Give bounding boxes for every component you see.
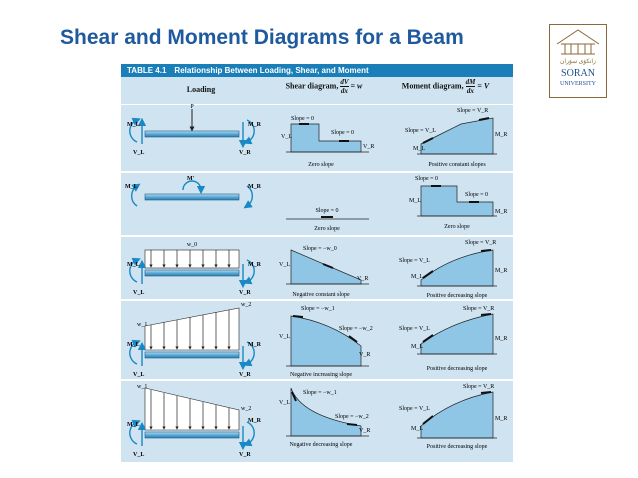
label-mr: M_R bbox=[495, 416, 508, 422]
label-ml: M_L bbox=[127, 422, 140, 428]
table-body bbox=[121, 104, 513, 462]
slide-title: Shear and Moment Diagrams for a Beam bbox=[60, 26, 464, 49]
label-vl: V_L bbox=[279, 334, 290, 340]
row-1-loading bbox=[127, 104, 262, 156]
label-w1: w_1 bbox=[137, 322, 148, 328]
caption-shear: Negative constant slope bbox=[292, 292, 350, 298]
label-w2: w_2 bbox=[241, 406, 252, 412]
label-vr: V_R bbox=[359, 428, 371, 434]
row-2-shear bbox=[286, 208, 369, 232]
label-m-prime: M' bbox=[187, 176, 195, 182]
row-5-loading bbox=[127, 384, 262, 458]
label-vl: V_L bbox=[133, 150, 145, 156]
header-shear-num: dV bbox=[340, 78, 349, 86]
label-mr: M_R bbox=[495, 209, 508, 215]
table-title-bar bbox=[121, 64, 513, 77]
label-slope: Slope = V_L bbox=[399, 406, 430, 412]
label-vr: V_R bbox=[359, 352, 371, 358]
table-number: TABLE 4.1 bbox=[127, 66, 167, 75]
label-mr: M_R bbox=[248, 184, 261, 190]
label-slope: Slope = 0 bbox=[291, 116, 315, 122]
label-slope: Slope = −w_2 bbox=[339, 326, 373, 332]
row-4-moment bbox=[399, 306, 507, 372]
header-loading: Loading bbox=[186, 85, 216, 94]
label-slope: Slope = V_L bbox=[399, 326, 430, 332]
label-slope: Slope = −w_1 bbox=[303, 390, 337, 396]
label-slope: Slope = V_R bbox=[463, 384, 495, 390]
row-2-moment bbox=[409, 176, 507, 230]
label-slope: Slope = −w_0 bbox=[303, 246, 337, 252]
label-vr: V_R bbox=[239, 290, 251, 296]
header-moment bbox=[383, 78, 508, 102]
label-slope: Slope = 0 bbox=[315, 208, 339, 214]
label-ml: M_L bbox=[125, 184, 138, 190]
row-5-moment bbox=[399, 384, 507, 450]
row-1-shear bbox=[281, 116, 374, 168]
label-w2: w_2 bbox=[241, 302, 252, 308]
label-ml: M_L bbox=[411, 274, 423, 280]
caption-moment: Positive constant slopes bbox=[428, 162, 486, 168]
label-ml: M_L bbox=[411, 344, 423, 350]
caption-shear: Negative decreasing slope bbox=[289, 442, 353, 448]
table-4-1 bbox=[121, 64, 513, 462]
label-w1: w_1 bbox=[137, 384, 148, 390]
label-slope: Slope = V_R bbox=[465, 240, 497, 246]
label-vr: V_R bbox=[239, 150, 251, 156]
caption-moment: Positive decreasing slope bbox=[426, 366, 488, 372]
label-mr: M_R bbox=[248, 122, 261, 128]
label-vr: V_R bbox=[239, 372, 251, 378]
header-shear bbox=[269, 78, 379, 102]
label-ml: M_L bbox=[413, 146, 425, 152]
row-2 bbox=[125, 176, 507, 232]
label-vl: V_L bbox=[133, 372, 145, 378]
label-slope: Slope = V_L bbox=[405, 128, 436, 134]
label-vl: V_L bbox=[133, 290, 145, 296]
label-vl: V_L bbox=[133, 452, 145, 458]
caption-shear: Zero slope bbox=[314, 226, 340, 232]
label-slope: Slope = −w_2 bbox=[335, 414, 369, 420]
caption-moment: Positive decreasing slope bbox=[426, 444, 488, 450]
logo-script: زانكۆی سۆران bbox=[560, 59, 596, 65]
label-vl: V_L bbox=[281, 134, 292, 140]
row-3-loading bbox=[127, 242, 262, 296]
label-vr: V_R bbox=[239, 452, 251, 458]
header-moment-rhs: = V bbox=[477, 81, 490, 91]
label-mr: M_R bbox=[248, 342, 261, 348]
label-mr: M_R bbox=[248, 262, 261, 268]
label-vr: V_R bbox=[363, 144, 375, 150]
header-shear-den: dx bbox=[340, 87, 348, 95]
label-slope: Slope = 0 bbox=[465, 192, 489, 198]
label-ml: M_L bbox=[409, 198, 421, 204]
row-1 bbox=[127, 104, 507, 168]
label-mr: M_R bbox=[495, 336, 508, 342]
label-ml: M_L bbox=[127, 262, 140, 268]
label-vr: V_R bbox=[357, 276, 369, 282]
label-vl: V_L bbox=[279, 400, 290, 406]
label-mr: M_R bbox=[248, 418, 261, 424]
label-slope: Slope = −w_1 bbox=[301, 306, 335, 312]
caption-moment: Positive decreasing slope bbox=[426, 293, 488, 299]
label-slope: Slope = 0 bbox=[415, 176, 439, 182]
label-mr: M_R bbox=[495, 132, 508, 138]
header-shear-rhs: = w bbox=[350, 81, 363, 91]
header-moment-den: dx bbox=[466, 87, 474, 95]
caption-shear: Negative increasing slope bbox=[290, 372, 352, 378]
header-moment-label: Moment diagram, bbox=[401, 81, 464, 91]
label-slope: Slope = V_R bbox=[463, 306, 495, 312]
row-1-moment bbox=[405, 108, 507, 168]
label-ml: M_L bbox=[127, 342, 140, 348]
logo-name: SORAN bbox=[561, 68, 595, 79]
label-ml: M_L bbox=[127, 122, 140, 128]
header-moment-num: dM bbox=[465, 78, 476, 86]
caption-shear: Zero slope bbox=[308, 162, 334, 168]
label-slope: Slope = 0 bbox=[331, 130, 355, 136]
row-3-shear bbox=[279, 246, 369, 298]
label-w0: w_0 bbox=[186, 242, 198, 248]
label-vl: V_L bbox=[279, 262, 290, 268]
label-p: P bbox=[190, 104, 194, 110]
table-caption: Relationship Between Loading, Shear, and Moment bbox=[174, 66, 369, 75]
header-shear-label: Shear diagram, bbox=[285, 81, 339, 91]
label-slope: Slope = V_L bbox=[399, 258, 430, 264]
row-3 bbox=[127, 240, 507, 299]
row-4 bbox=[127, 302, 507, 378]
row-5-shear bbox=[279, 388, 370, 448]
row-3-moment bbox=[399, 240, 507, 299]
label-mr: M_R bbox=[495, 268, 508, 274]
row-5 bbox=[127, 384, 507, 458]
caption-moment: Zero slope bbox=[444, 224, 470, 230]
row-4-shear bbox=[279, 306, 373, 378]
label-ml: M_L bbox=[411, 426, 423, 432]
label-slope: Slope = V_R bbox=[457, 108, 489, 114]
row-4-loading bbox=[127, 302, 262, 378]
soran-university-logo bbox=[549, 24, 607, 98]
row-2-loading bbox=[125, 176, 262, 206]
logo-subname: UNIVERSITY bbox=[560, 81, 596, 87]
